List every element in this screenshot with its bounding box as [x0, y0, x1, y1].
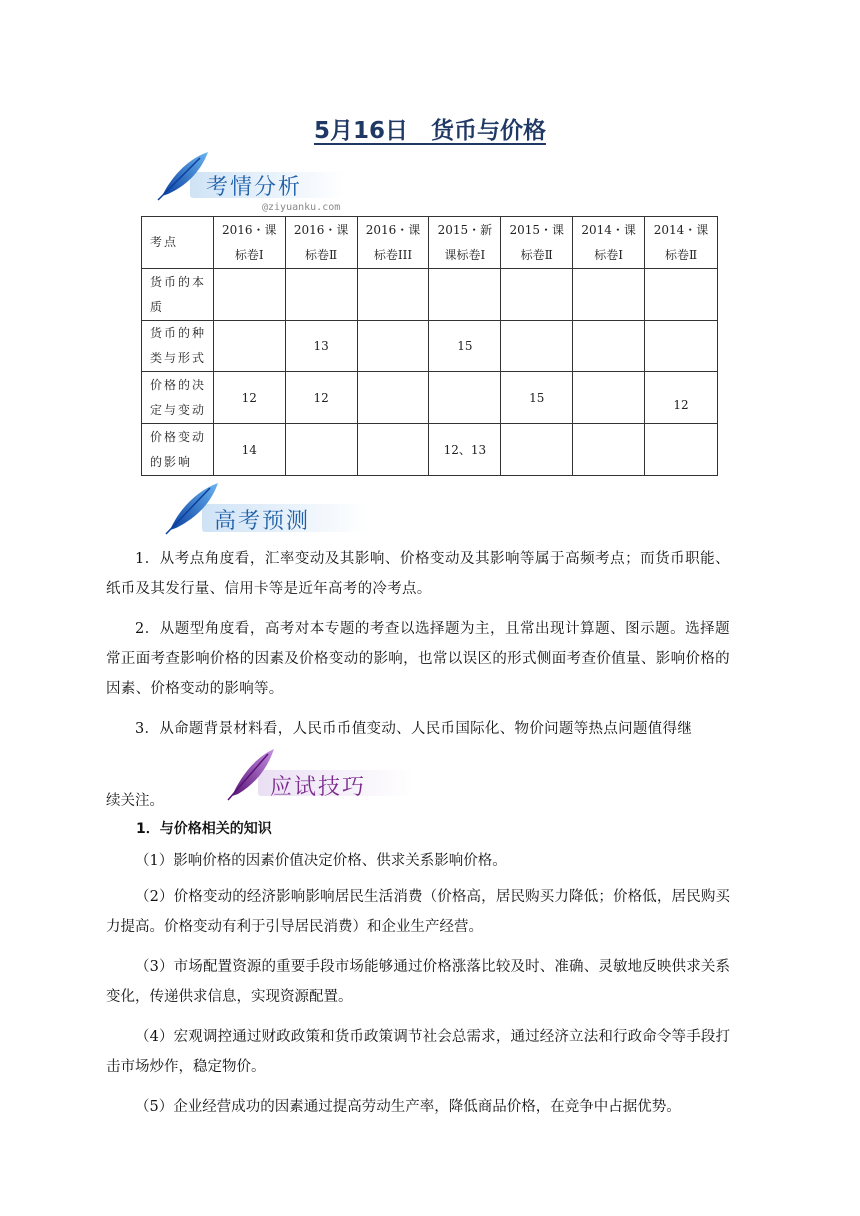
watermark-text: @ziyuanku.com	[262, 202, 341, 213]
table-cell	[213, 321, 285, 372]
table-header-cell: 2015・课 标卷Ⅱ	[501, 217, 573, 269]
table-cell	[573, 372, 645, 424]
skills-item-3: （3）市场配置资源的重要手段市场能够通过价格涨落比较及时、准确、灵敏地反映供求关系变化，传递供求信息，实现资源配置。	[106, 959, 730, 1005]
forecast-paragraph-3-end: 续关注。	[106, 793, 164, 809]
table-cell: 13	[285, 321, 357, 372]
table-cell	[645, 424, 718, 476]
table-cell: 12	[285, 372, 357, 424]
forecast-paragraph-2: 2．从题型角度看，高考对本专题的考查以选择题为主，且常出现计算题、图示题。选择题常正面考查影响价格的因素及价格变动的影响，也常以误区的形式侧面考查价值量、影响价格的因素、价格变动的影响等。	[106, 621, 730, 697]
table-cell	[645, 321, 718, 372]
table-cell	[285, 424, 357, 476]
table-cell: 14	[213, 424, 285, 476]
exam-frequency-table	[141, 216, 718, 476]
table-cell	[285, 269, 357, 321]
analysis-banner	[150, 150, 350, 202]
table-row-topic: 货币的种 类与形式	[142, 321, 214, 372]
table-cell	[573, 269, 645, 321]
table-row	[142, 424, 718, 476]
forecast-banner-label: 高考预测	[214, 509, 311, 534]
forecast-banner	[158, 480, 373, 536]
table-row	[142, 269, 718, 321]
table-row-topic: 价格的决 定与变动	[142, 372, 214, 424]
table-cell	[501, 321, 573, 372]
table-cell	[357, 269, 429, 321]
table-header-cell: 2014・课 标卷Ⅰ	[573, 217, 645, 269]
table-cell	[645, 269, 718, 321]
table-header-row	[142, 217, 718, 269]
skills-banner	[222, 746, 417, 802]
table-header-cell: 2015・新 课标卷Ⅰ	[429, 217, 501, 269]
table-cell	[501, 424, 573, 476]
table-cell	[573, 424, 645, 476]
table-row	[142, 372, 718, 424]
table-row-topic: 价格变动 的影响	[142, 424, 214, 476]
skills-item-2: （2）价格变动的经济影响影响居民生活消费（价格高，居民购买力降低；价格低，居民购买力提高。价格变动有利于引导居民消费）和企业生产经营。	[106, 889, 730, 935]
skills-item-4: （4）宏观调控通过财政政策和货币政策调节社会总需求，通过经济立法和行政命令等手段打击市场炒作，稳定物价。	[106, 1029, 730, 1075]
table-header-cell: 2016・课 标卷Ⅱ	[285, 217, 357, 269]
table-cell	[573, 321, 645, 372]
skills-item-1: （1）影响价格的因素价值决定价格、供求关系影响价格。	[135, 853, 507, 869]
table-cell: 12、13	[429, 424, 501, 476]
table-cell	[357, 424, 429, 476]
analysis-banner-label: 考情分析	[206, 175, 303, 200]
table-row-topic: 货币的本 质	[142, 269, 214, 321]
table-cell: 12	[213, 372, 285, 424]
table-cell	[501, 269, 573, 321]
page-title: 5月16日 货币与价格	[313, 118, 546, 144]
table-cell	[213, 269, 285, 321]
table-cell	[357, 372, 429, 424]
table-cell	[357, 321, 429, 372]
table-cell: 15	[501, 372, 573, 424]
table-header-cell: 2016・课 标卷III	[357, 217, 429, 269]
table-header-cell: 2016・课 标卷Ⅰ	[213, 217, 285, 269]
table-header-cell: 考点	[142, 217, 214, 269]
table-cell	[429, 269, 501, 321]
forecast-paragraph-3: 3．从命题背景材料看，人民币币值变动、人民币国际化、物价问题等热点问题值得继	[135, 721, 693, 737]
skills-heading: 1．与价格相关的知识	[136, 821, 272, 837]
forecast-paragraph-1: 1．从考点角度看，汇率变动及其影响、价格变动及其影响等属于高频考点；而货币职能、纸币及其发行量、信用卡等是近年高考的冷考点。	[106, 551, 730, 597]
table-header-cell: 2014・课 标卷Ⅱ	[645, 217, 718, 269]
table-row	[142, 321, 718, 372]
table-cell: 12	[645, 372, 718, 424]
skills-banner-label: 应试技巧	[270, 775, 367, 800]
table-cell	[429, 372, 501, 424]
skills-item-5: （5）企业经营成功的因素通过提高劳动生产率，降低商品价格，在竞争中占据优势。	[135, 1099, 681, 1115]
table-cell: 15	[429, 321, 501, 372]
